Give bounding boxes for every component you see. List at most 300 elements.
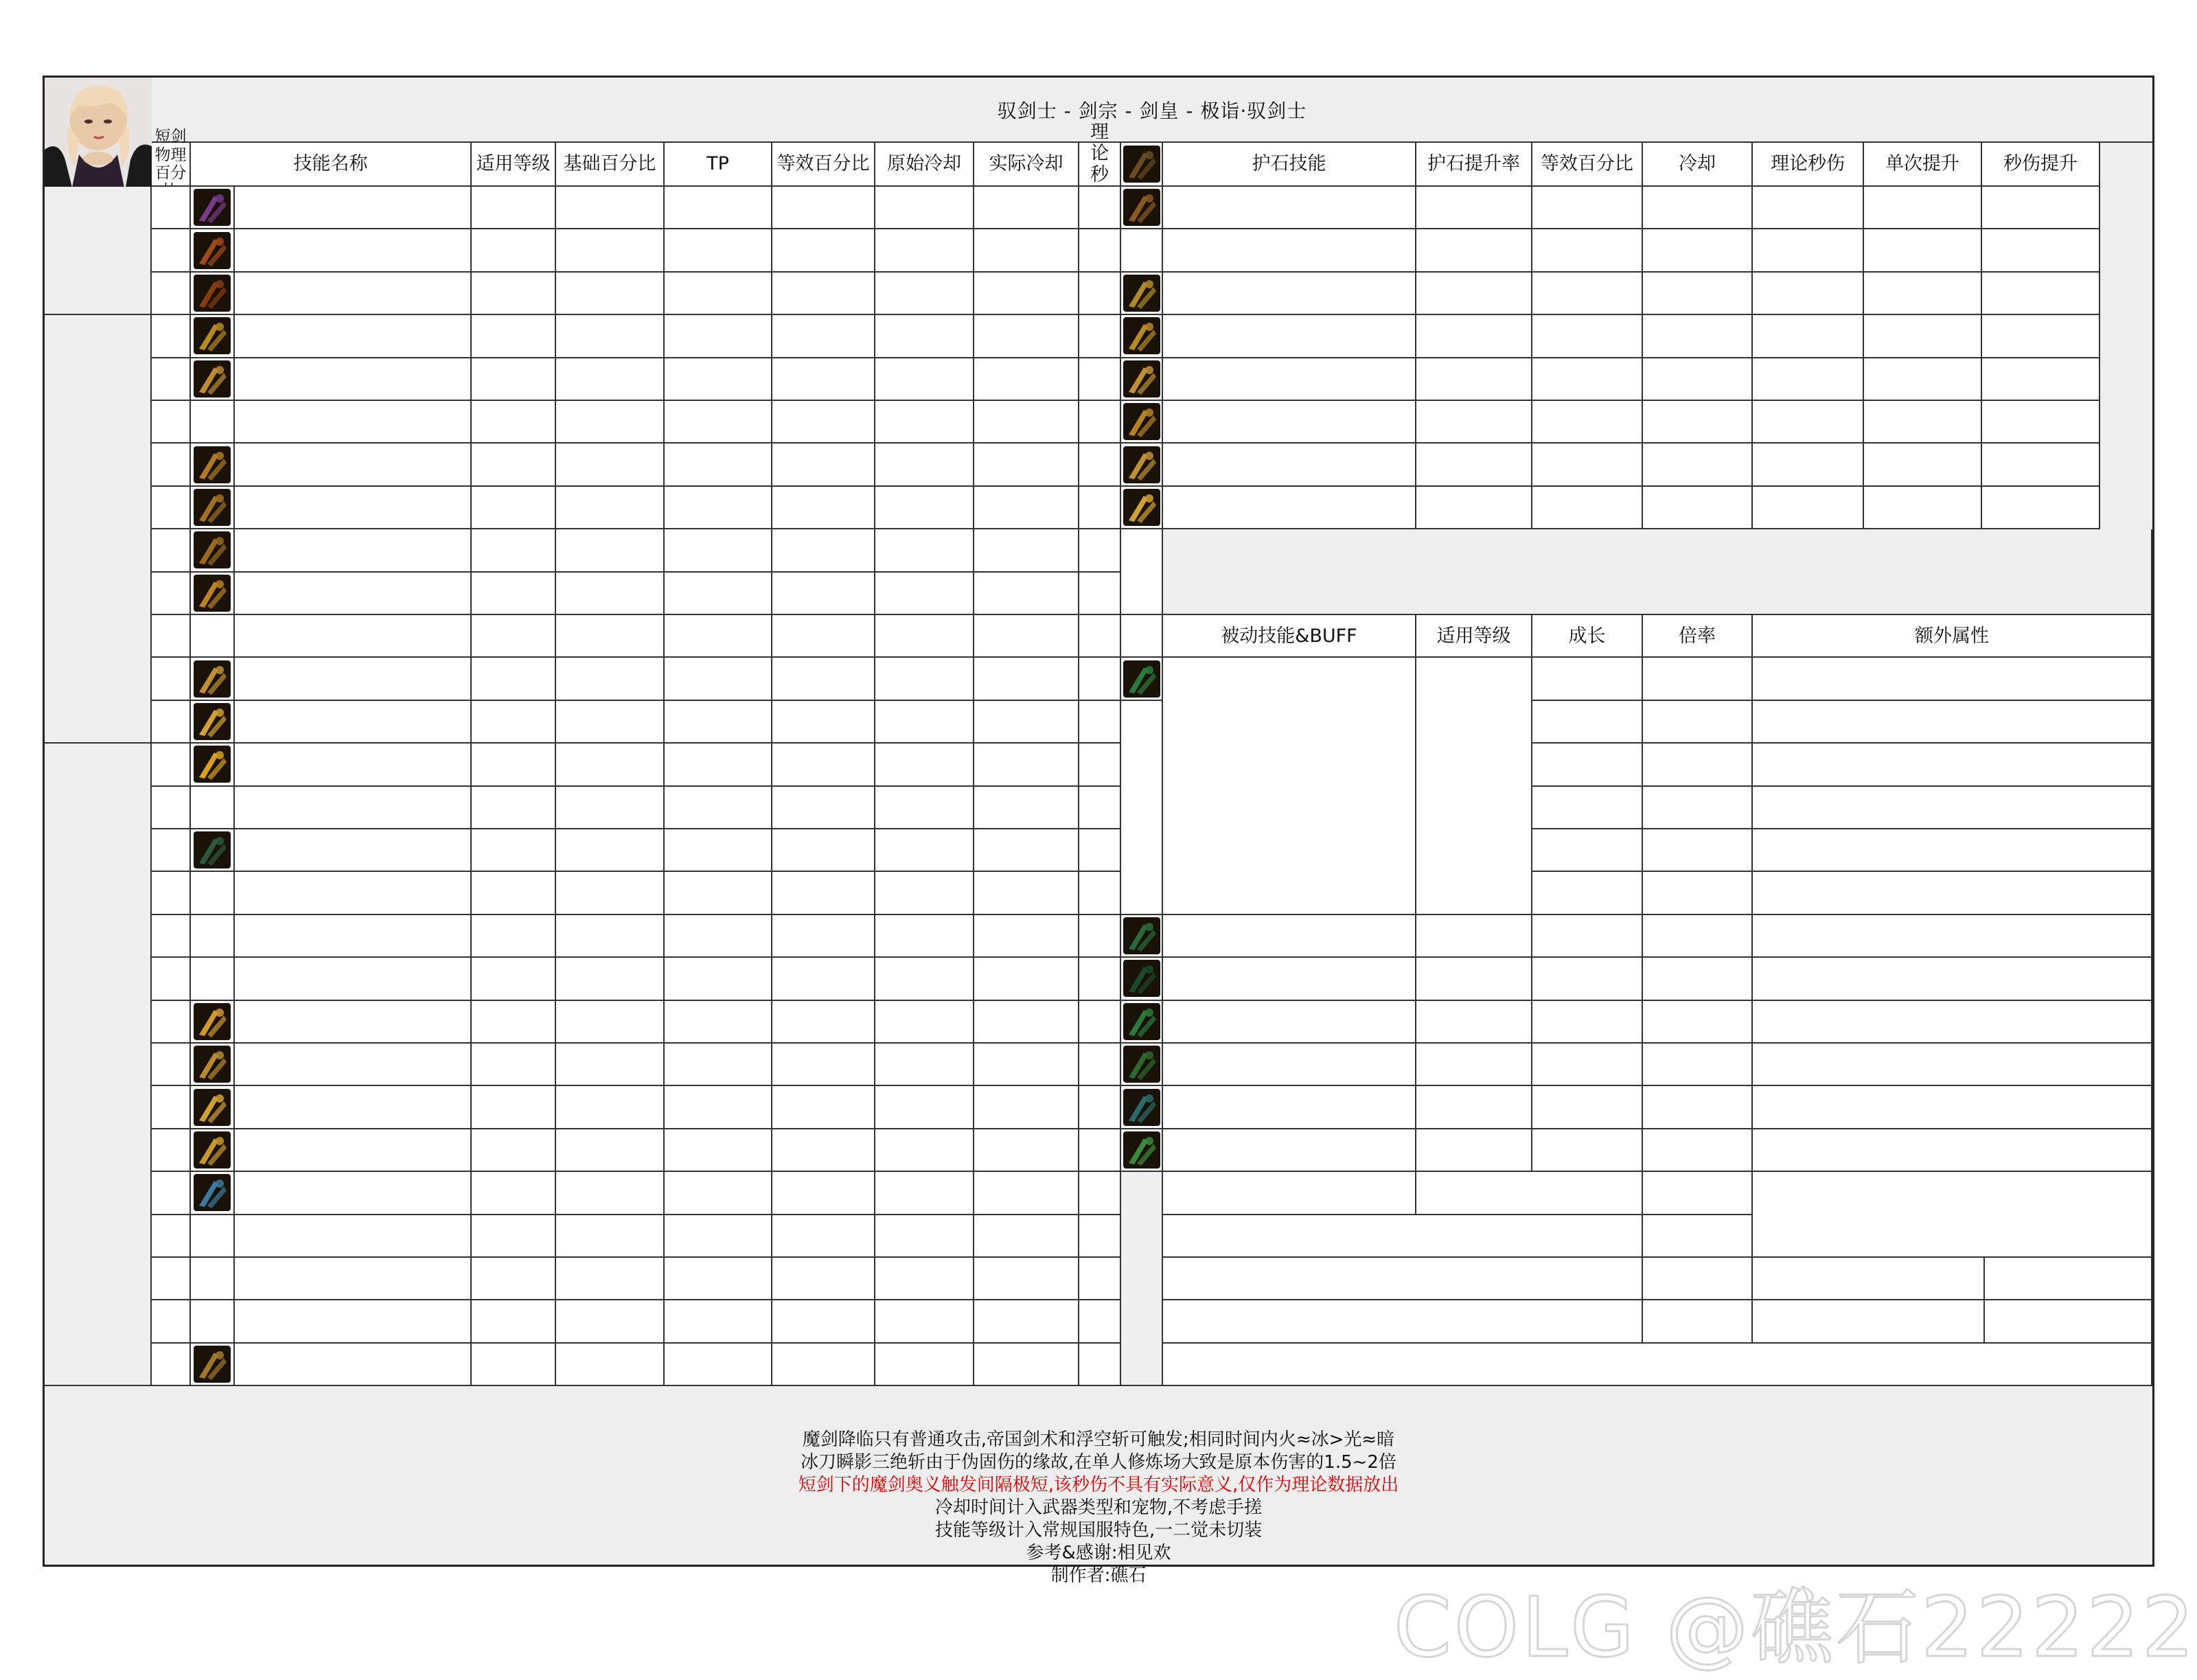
skill-level <box>152 1086 191 1129</box>
passive-header-level: 适用等级 <box>1416 615 1532 658</box>
skill-tp <box>665 658 772 700</box>
skill-req <box>472 401 556 444</box>
skill-req <box>472 744 556 786</box>
skill-rcd <box>974 744 1079 786</box>
skill-rcd <box>974 615 1079 658</box>
passive-name <box>1163 958 1416 1000</box>
skill-cell <box>191 1300 235 1343</box>
skill-rcd <box>974 1001 1079 1044</box>
skill-cd <box>875 529 974 572</box>
skill-tp <box>665 958 772 1000</box>
skill-base <box>556 829 665 872</box>
talisman-single <box>1864 187 1982 229</box>
skill-req <box>472 358 556 401</box>
skill-dps <box>1079 229 1121 272</box>
talisman-name <box>1163 187 1416 229</box>
talisman-cell <box>1121 487 1163 529</box>
skill-dps <box>1079 829 1121 872</box>
skill-cell <box>191 273 235 315</box>
mojian-label <box>1163 1300 1643 1343</box>
skill-rcd <box>974 315 1079 358</box>
group-label <box>45 315 152 744</box>
skill-level <box>152 1344 191 1386</box>
skill-tp <box>665 273 772 315</box>
col-header-talisman: 护石技能 <box>1163 143 1416 187</box>
skill-level <box>152 229 191 272</box>
skill-base <box>556 872 665 914</box>
passive-extra <box>1753 958 2152 1000</box>
talisman-cell <box>1121 187 1163 229</box>
skill-eq <box>772 1044 875 1086</box>
skill-eq <box>772 1344 875 1386</box>
skill-cell <box>191 487 235 529</box>
passive-extra <box>1753 1044 2152 1086</box>
skill-eq <box>772 915 875 958</box>
skill-req <box>472 701 556 744</box>
talisman-dps <box>1753 187 1864 229</box>
date-stamp <box>1163 1344 2152 1386</box>
skill-tp <box>665 1258 772 1300</box>
talisman-eq <box>1532 487 1643 529</box>
skill-cd <box>875 1258 974 1300</box>
skill-rcd <box>974 1129 1079 1172</box>
skill-icon <box>194 232 231 269</box>
blank-area <box>1163 529 2152 615</box>
skill-icon <box>194 189 231 226</box>
skill-cell <box>191 573 235 615</box>
skill-cell <box>191 358 235 401</box>
skill-level <box>152 529 191 572</box>
skill-cell <box>191 744 235 786</box>
skill-cell <box>191 872 235 914</box>
skill-cell <box>191 187 235 229</box>
skill-name <box>235 744 472 786</box>
skill-base <box>556 187 665 229</box>
skill-eq <box>772 315 875 358</box>
skill-req <box>472 829 556 872</box>
talisman-eq <box>1532 229 1643 272</box>
skill-tp <box>665 487 772 529</box>
skill-req <box>472 1129 556 1172</box>
skill-rcd <box>974 444 1079 486</box>
skill-cell <box>191 1129 235 1172</box>
talisman-single <box>1864 315 1982 358</box>
skill-rcd <box>974 915 1079 958</box>
skill-dps <box>1079 401 1121 444</box>
skill-dps <box>1079 1258 1121 1300</box>
skill-rcd <box>974 1258 1079 1300</box>
weapon-solo-label <box>1163 1215 1643 1258</box>
talisman-dpsup <box>1982 487 2100 529</box>
skill-req <box>472 229 556 272</box>
passive-rate <box>1643 829 1753 872</box>
skill-cell <box>191 1344 235 1386</box>
passive-icon <box>1123 1089 1160 1126</box>
talisman-dps <box>1753 315 1864 358</box>
blank-cell <box>1121 615 1163 658</box>
skill-cd <box>875 573 974 615</box>
skill-tp <box>665 615 772 658</box>
skill-dps <box>1079 315 1121 358</box>
skill-dps <box>1079 273 1121 315</box>
mojian-sub-label <box>1753 1300 1985 1343</box>
skill-name <box>235 444 472 486</box>
skill-tp <box>665 1044 772 1086</box>
skill-rcd <box>974 701 1079 744</box>
passive-growth <box>1532 1044 1643 1086</box>
skill-tp <box>665 787 772 829</box>
passive-rate <box>1643 787 1753 829</box>
passive-rate <box>1643 1129 1753 1172</box>
skill-cd <box>875 1001 974 1044</box>
passive-cell <box>1121 1044 1163 1086</box>
talisman-rate <box>1416 273 1532 315</box>
skill-cd <box>875 787 974 829</box>
col-header-2: 适用等级 <box>472 143 556 187</box>
talisman-single <box>1864 358 1982 401</box>
skill-cd <box>875 273 974 315</box>
skill-tp <box>665 872 772 914</box>
talisman-dps <box>1753 358 1864 401</box>
skill-level <box>152 1129 191 1172</box>
skill-tp <box>665 701 772 744</box>
skill-level <box>152 829 191 872</box>
talisman-cd <box>1643 229 1753 272</box>
skill-level <box>152 187 191 229</box>
skill-rcd <box>974 273 1079 315</box>
skill-level <box>152 273 191 315</box>
note-line: 冰刀瞬影三绝斩由于伪固伤的缘故,在单人修炼场大致是原本伤害的1.5~2倍 <box>801 1451 1396 1473</box>
skill-base <box>556 573 665 615</box>
talisman-dps <box>1753 487 1864 529</box>
skill-level <box>152 1258 191 1300</box>
passive-rate <box>1643 744 1753 786</box>
talisman-header-cell <box>1121 143 1163 187</box>
skill-cell <box>191 1258 235 1300</box>
blank-cell <box>1121 529 1163 615</box>
skill-tp <box>665 229 772 272</box>
skill-base <box>556 1086 665 1129</box>
skill-eq <box>772 229 875 272</box>
skill-icon <box>194 1346 231 1383</box>
skill-base <box>556 787 665 829</box>
skill-rcd <box>974 1086 1079 1129</box>
passive-growth <box>1532 1086 1643 1129</box>
skill-rcd <box>974 229 1079 272</box>
talisman-name <box>1163 444 1416 486</box>
skill-base <box>556 273 665 315</box>
skill-rcd <box>974 529 1079 572</box>
skill-dps <box>1079 787 1121 829</box>
skill-tp <box>665 829 772 872</box>
skill-base <box>556 1258 665 1300</box>
skill-cell <box>191 229 235 272</box>
skill-cell <box>191 915 235 958</box>
skill-eq <box>772 487 875 529</box>
skill-req <box>472 1086 556 1129</box>
talisman-dpsup <box>1982 358 2100 401</box>
skill-req <box>472 1344 556 1386</box>
talisman-cell <box>1121 315 1163 358</box>
skill-base <box>556 529 665 572</box>
passive-level <box>1416 1001 1532 1044</box>
talisman-cell <box>1121 229 1163 272</box>
skill-eq <box>772 787 875 829</box>
group-label <box>45 187 152 315</box>
skill-name <box>235 229 472 272</box>
talisman-icon <box>1123 489 1160 526</box>
skill-dps <box>1079 1344 1121 1386</box>
skill-base <box>556 958 665 1000</box>
skill-tp <box>665 1172 772 1215</box>
note-line: 冷却时间计入武器类型和宠物,不考虑手搓 <box>934 1497 1263 1518</box>
talisman-cd <box>1643 401 1753 444</box>
skill-icon <box>194 360 231 398</box>
skill-rcd <box>974 1300 1079 1343</box>
passive-extra <box>1753 787 2152 829</box>
passive-name <box>1163 915 1416 958</box>
skill-cd <box>875 358 974 401</box>
talisman-dps <box>1753 401 1864 444</box>
skill-icon <box>194 1089 231 1126</box>
skill-tp <box>665 187 772 229</box>
talisman-single <box>1864 273 1982 315</box>
skill-icon <box>194 531 231 568</box>
skill-name <box>235 315 472 358</box>
skill-cell <box>191 658 235 700</box>
skill-req <box>472 315 556 358</box>
talisman-icon <box>1123 360 1160 398</box>
talisman-rate <box>1416 487 1532 529</box>
passive-growth <box>1532 1001 1643 1044</box>
skill-eq <box>772 958 875 1000</box>
mojian-sub-rate <box>1985 1300 2152 1343</box>
talisman-cd <box>1643 315 1753 358</box>
mojian-rate <box>1643 1300 1753 1343</box>
passive-rate <box>1643 1044 1753 1086</box>
skill-cd <box>875 1172 974 1215</box>
skill-name <box>235 187 472 229</box>
skill-dps <box>1079 358 1121 401</box>
skill-dps <box>1079 1215 1121 1258</box>
passive-growth <box>1532 872 1643 914</box>
character-portrait <box>45 78 152 187</box>
skill-cd <box>875 958 974 1000</box>
skill-tp <box>665 315 772 358</box>
talisman-name <box>1163 229 1416 272</box>
skill-dps <box>1079 744 1121 786</box>
buff-label <box>1163 1258 1643 1300</box>
passive-growth <box>1532 701 1643 744</box>
skill-cd <box>875 1215 974 1258</box>
skill-cd <box>875 915 974 958</box>
passive-growth <box>1532 787 1643 829</box>
passive-level <box>1416 1086 1532 1129</box>
skill-rcd <box>974 1344 1079 1386</box>
col-header-3: 基础百分比 <box>556 143 665 187</box>
skill-icon <box>194 703 231 740</box>
skill-req <box>472 1172 556 1215</box>
skill-dps <box>1079 487 1121 529</box>
skill-level <box>152 872 191 914</box>
skill-cell <box>191 787 235 829</box>
skill-dps <box>1079 915 1121 958</box>
talisman-cd <box>1643 358 1753 401</box>
skill-cd <box>875 229 974 272</box>
skill-cd <box>875 1044 974 1086</box>
skill-dps <box>1079 529 1121 572</box>
skill-dps <box>1079 1172 1121 1215</box>
skill-base <box>556 229 665 272</box>
skill-eq <box>772 1129 875 1172</box>
note-line: 技能等级计入常规国服特色,一二觉未切装 <box>934 1519 1263 1541</box>
talisman-name <box>1163 401 1416 444</box>
skill-eq <box>772 358 875 401</box>
talisman-dpsup <box>1982 444 2100 486</box>
passive-icon <box>1123 1003 1160 1040</box>
skill-cd <box>875 1300 974 1343</box>
skill-name <box>235 915 472 958</box>
passive-rate <box>1643 1086 1753 1129</box>
col-header-skill-name: 技能名称 <box>191 143 472 187</box>
skill-req <box>472 958 556 1000</box>
passive-header-name: 被动技能&BUFF <box>1163 615 1416 658</box>
skill-cd <box>875 401 974 444</box>
skill-name <box>235 487 472 529</box>
weapon-type <box>1416 1172 1643 1215</box>
skill-base <box>556 915 665 958</box>
skill-cd <box>875 1086 974 1129</box>
skill-req <box>472 529 556 572</box>
skill-name <box>235 787 472 829</box>
skill-base <box>556 401 665 444</box>
skill-tp <box>665 358 772 401</box>
skill-name <box>235 1086 472 1129</box>
skill-icon <box>194 446 231 483</box>
passive-rate <box>1643 1001 1753 1044</box>
skill-level <box>152 573 191 615</box>
skill-dps <box>1079 1129 1121 1172</box>
skill-eq <box>772 1001 875 1044</box>
col-header-t6: 秒伤提升 <box>1982 143 2100 187</box>
skill-name <box>235 1344 472 1386</box>
skill-level <box>152 787 191 829</box>
skill-icon <box>194 660 231 698</box>
skill-eq <box>772 573 875 615</box>
skill-dps <box>1079 1001 1121 1044</box>
talisman-icon <box>1123 403 1160 440</box>
skill-name <box>235 958 472 1000</box>
passive-name <box>1163 1086 1416 1129</box>
talisman-dpsup <box>1982 315 2100 358</box>
skill-eq <box>772 1258 875 1300</box>
skill-cell <box>191 701 235 744</box>
skill-level <box>152 487 191 529</box>
skill-icon <box>194 1046 231 1083</box>
passive-extra <box>1753 658 2152 700</box>
passive-cell <box>1121 915 1163 958</box>
skill-rcd <box>974 829 1079 872</box>
skill-req <box>472 444 556 486</box>
skill-dps <box>1079 658 1121 700</box>
talisman-eq <box>1532 273 1643 315</box>
talisman-dpsup <box>1982 229 2100 272</box>
skill-name <box>235 358 472 401</box>
skill-eq <box>772 658 875 700</box>
notes-block <box>45 1429 2152 1586</box>
skill-cd <box>875 658 974 700</box>
skill-req <box>472 787 556 829</box>
skill-name <box>235 829 472 872</box>
talisman-eq <box>1532 315 1643 358</box>
passive-icon <box>1123 1131 1160 1169</box>
note-line: 魔剑降临只有普通攻击,帝国剑术和浮空斩可触发;相同时间内火≈冰>光≈暗 <box>802 1429 1395 1450</box>
talisman-rate <box>1416 229 1532 272</box>
passive-name <box>1163 1001 1416 1044</box>
skill-cell <box>191 315 235 358</box>
passive-extra <box>1753 1001 2152 1044</box>
skill-name <box>235 1044 472 1086</box>
passive-main-cell <box>1121 658 1163 700</box>
skill-icon <box>194 1131 231 1169</box>
skill-level <box>152 315 191 358</box>
passive-icon <box>1123 917 1160 954</box>
watermark: COLG @礁石22222 <box>1394 1580 2197 1676</box>
passive-cell <box>1121 1086 1163 1129</box>
skill-rcd <box>974 872 1079 914</box>
passive-header-growth: 成长 <box>1532 615 1643 658</box>
talisman-rate <box>1416 444 1532 486</box>
skill-icon <box>194 1174 231 1211</box>
skill-req <box>472 487 556 529</box>
col-header-t2: 等效百分比 <box>1532 143 1643 187</box>
skill-req <box>472 187 556 229</box>
skill-rcd <box>974 187 1079 229</box>
skill-level <box>152 1300 191 1343</box>
skill-tp <box>665 1344 772 1386</box>
skill-rcd <box>974 658 1079 700</box>
talisman-eq <box>1532 401 1643 444</box>
blank-cell <box>1121 701 1163 915</box>
skill-icon <box>194 746 231 783</box>
talisman-dps <box>1753 444 1864 486</box>
skill-cell <box>191 1001 235 1044</box>
skill-level <box>152 915 191 958</box>
skill-dps <box>1079 872 1121 914</box>
skill-cd <box>875 1129 974 1172</box>
skill-cd <box>875 315 974 358</box>
skill-name <box>235 401 472 444</box>
skill-req <box>472 1001 556 1044</box>
passive-rate <box>1643 658 1753 700</box>
col-header-8: 理论秒 <box>1079 143 1121 187</box>
skill-eq <box>772 1300 875 1343</box>
skill-base <box>556 1172 665 1215</box>
talisman-rate <box>1416 401 1532 444</box>
skill-icon <box>194 275 231 312</box>
skill-tp <box>665 744 772 786</box>
passive-growth <box>1532 658 1643 700</box>
skill-level <box>152 958 191 1000</box>
passive-header-extra: 额外属性 <box>1753 615 2152 658</box>
skill-rcd <box>974 573 1079 615</box>
skill-icon <box>194 1003 231 1040</box>
skill-cell <box>191 529 235 572</box>
skill-base <box>556 1129 665 1172</box>
skill-dps <box>1079 444 1121 486</box>
skill-name <box>235 1300 472 1343</box>
talisman-eq <box>1532 358 1643 401</box>
